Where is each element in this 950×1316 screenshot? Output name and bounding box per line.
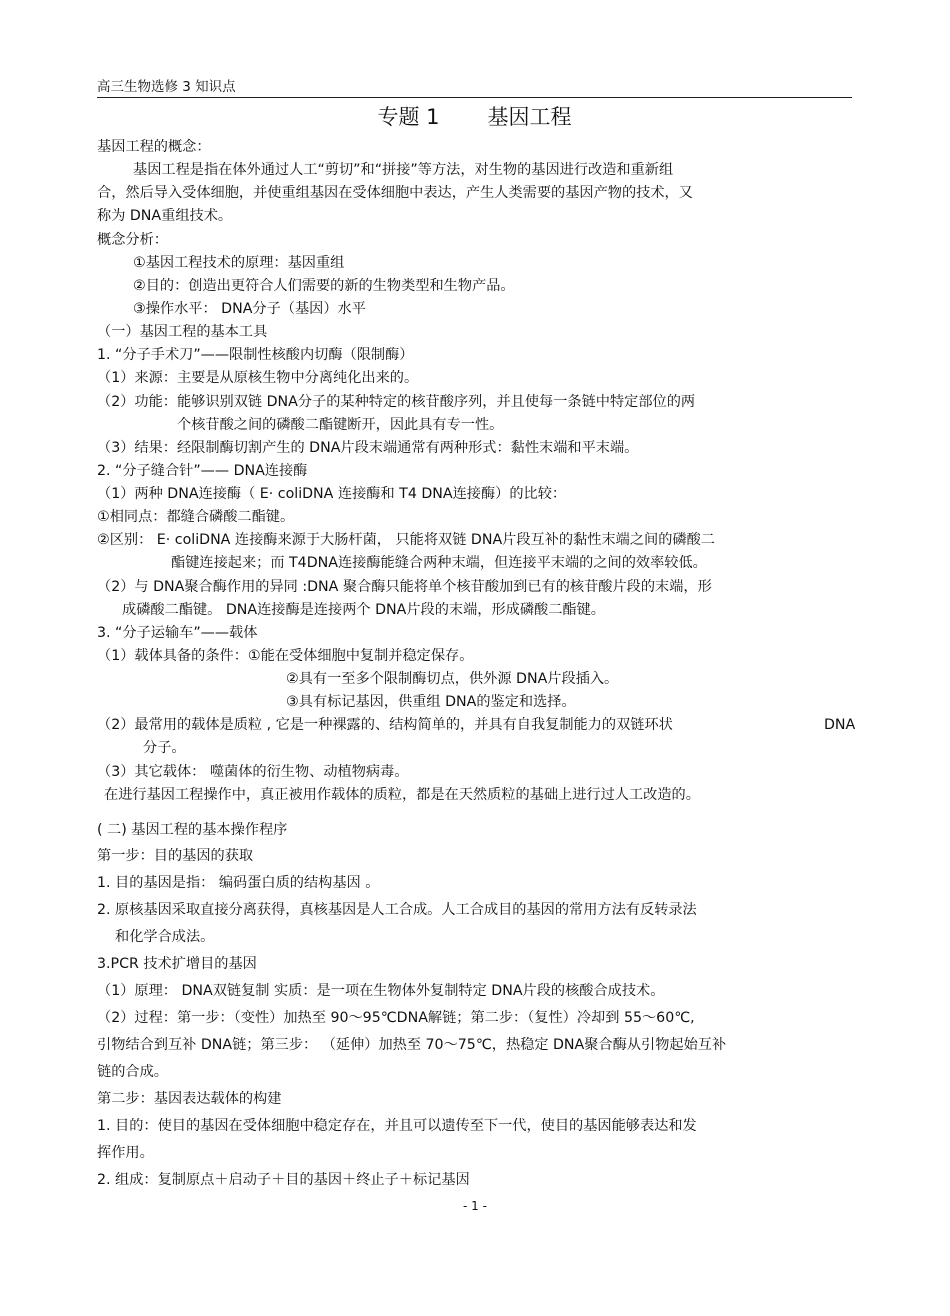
text-line: ②目的：创造出更符合人们需要的新的生物类型和生物产品。 [133, 278, 515, 294]
header-rule [97, 97, 852, 98]
text-line: （一）基因工程的基本工具 [97, 324, 268, 340]
running-header: 高三生物选修 3 知识点 [97, 79, 236, 95]
text-line: 分子。 [143, 740, 186, 756]
text-line: 成磷酸二酯键。 DNA连接酶是连接两个 DNA片段的末端，形成磷酸二酯键。 [122, 602, 605, 618]
text-line: 称为 DNA重组技术。 [97, 208, 233, 224]
text-line: （1）原理： DNA双链复制 实质：是一项在生物体外复制特定 DNA片段的核酸合成技术。 [97, 983, 665, 999]
text-line: 链的合成。 [97, 1064, 168, 1080]
text-line: 2. 组成：复制原点＋启动子＋目的基因＋终止子＋标记基因 [97, 1172, 470, 1188]
text-line: 第一步：目的基因的获取 [97, 848, 254, 864]
text-line: ③操作水平： DNA分子（基因）水平 [133, 301, 366, 317]
text-line: 1. “分子手术刀”——限制性核酸内切酶（限制酶） [97, 347, 414, 363]
text-line: （2）与 DNA聚合酶作用的异同 :DNA 聚合酶只能将单个核苷酸加到已有的核苷酸片段的末端，形 [97, 579, 712, 595]
text-line: 基因工程的概念： [97, 139, 211, 155]
text-line: （1）两种 DNA连接酶（ E· coliDNA 连接酶和 T4 DNA连接酶）的比较： [97, 486, 567, 502]
text-line: 挥作用。 [97, 1145, 154, 1161]
text-line: 3.PCR 技术扩增目的基因 [97, 956, 257, 972]
text-line: 和化学合成法。 [115, 929, 215, 945]
page-number: - 1 - [463, 1199, 487, 1213]
text-line: 个核苷酸之间的磷酸二酯键断开，因此具有专一性。 [177, 417, 504, 433]
text-line: （1）载体具备的条件：①能在受体细胞中复制并稳定保存。 [97, 648, 474, 664]
text-line: 1. 目的基因是指： 编码蛋白质的结构基因 。 [97, 875, 380, 891]
text-line: ②具有一至多个限制酶切点，供外源 DNA片段插入。 [286, 671, 619, 687]
text-line: ②区别： E· coliDNA 连接酶来源于大肠杆菌， 只能将双链 DNA片段互补的黏性末端之间的磷酸二 [97, 532, 715, 548]
text-line: （1）来源：主要是从原核生物中分离纯化出来的。 [97, 370, 419, 386]
text-line: （2）最常用的载体是质粒 , 它是一种裸露的、结构简单的，并具有自我复制能力的双链环状 [97, 717, 673, 733]
text-line: （2）过程：第一步：（变性）加热至 90～95℃DNA解链；第二步：（复性）冷却到 55～60℃, [97, 1010, 695, 1026]
text-line: 基因工程是指在体外通过人工“剪切”和“拼接”等方法，对生物的基因进行改造和重新组 [133, 162, 674, 178]
text-line: 引物结合到互补 DNA链；第三步： （延伸）加热至 70～75℃，热稳定 DNA聚合酶从引物起始互补 [97, 1037, 727, 1053]
text-line: ③具有标记基因，供重组 DNA的鉴定和选择。 [286, 694, 576, 710]
text-line: 在进行基因工程操作中，真正被用作载体的质粒，都是在天然质粒的基础上进行过人工改造的。 [104, 787, 700, 803]
text-line: 1. 目的：使目的基因在受体细胞中稳定存在，并且可以遗传至下一代，使目的基因能够表达和发 [97, 1118, 697, 1134]
text-line: 第二步：基因表达载体的构建 [97, 1091, 282, 1107]
text-line: 合，然后导入受体细胞，并使重组基因在受体细胞中表达，产生人类需要的基因产物的技术，又 [97, 185, 693, 201]
text-line: ( 二) 基因工程的基本操作程序 [97, 822, 288, 838]
text-line: 3. “分子运输车”——载体 [97, 625, 258, 641]
text-line: 2. 原核基因采取直接分离获得，真核基因是人工合成。人工合成目的基因的常用方法有反转录法 [97, 902, 697, 918]
text-line: ①基因工程技术的原理：基因重组 [133, 255, 345, 271]
title-number: 专题 1 [377, 105, 440, 129]
title-text: 基因工程 [487, 105, 572, 129]
page-title [97, 102, 852, 132]
text-line: （3）结果：经限制酶切割产生的 DNA片段末端通常有两种形式：黏性末端和平末端。 [97, 440, 639, 456]
text-line: 酯键连接起来；而 T4DNA连接酶能缝合两种末端，但连接平末端的之间的效率较低。 [171, 555, 707, 571]
text-line: 2. “分子缝合针”—— DNA连接酶 [97, 463, 308, 479]
text-line: DNA [824, 717, 856, 733]
text-line: （2）功能：能够识别双链 DNA分子的某种特定的核苷酸序列，并且使每一条链中特定部位的两 [97, 394, 696, 410]
text-line: ①相同点：都缝合磷酸二酯键。 [97, 509, 295, 525]
text-line: （3）其它载体： 噬菌体的衍生物、动植物病毒。 [97, 764, 409, 780]
text-line: 概念分析： [97, 232, 168, 248]
